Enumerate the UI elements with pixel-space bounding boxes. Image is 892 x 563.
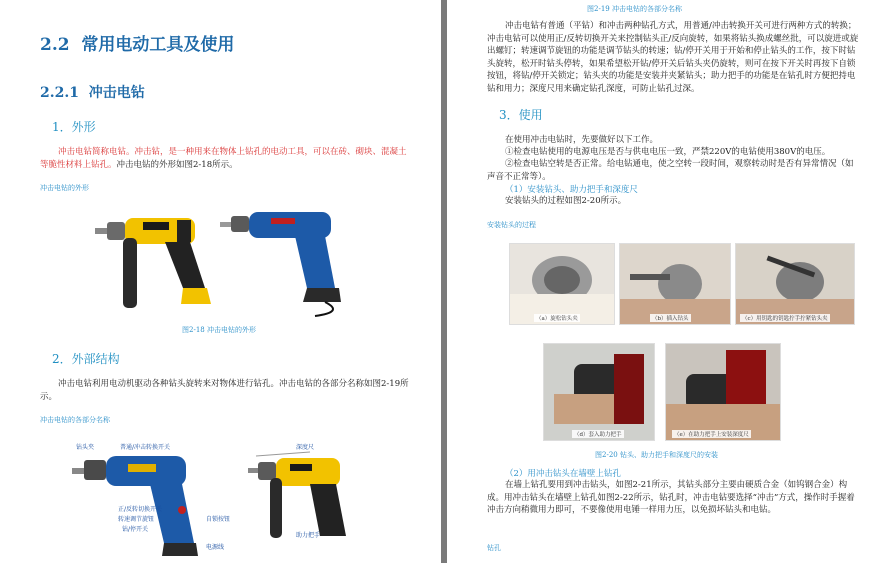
fig18-caption: 图2-18 冲击电钻的外形	[182, 326, 256, 334]
part-label-lock: 自锁按钮	[206, 516, 231, 523]
label-appearance: 冲击电钻的外形	[40, 184, 89, 192]
para-use-1: 在使用冲击电钻时，先要做好以下工作。	[505, 135, 659, 145]
part-label-cord: 电源线	[206, 544, 225, 551]
yellow-drill-illustration	[95, 218, 211, 308]
part-label-trigger: 钻/停开关	[122, 526, 149, 533]
photo-d	[543, 343, 655, 441]
part-label-speed-knob: 转速调节旋钮	[118, 516, 155, 523]
heading-appearance: 1．外形	[52, 120, 96, 134]
para-structure: 冲击电钻利用电动机驱动各种钻头旋转来对物体进行钻孔。冲击电钻的各部分名称如图2-19所示。	[40, 379, 409, 402]
part-label-handle: 助力把手	[296, 532, 321, 539]
photo-e-caption: （e）在助力把手上安装深度尺	[674, 432, 749, 438]
heading-use: 3．使用	[499, 108, 543, 122]
para-modes: 冲击电钻有普通（平钻）和冲击两种钻孔方式，用普通/冲击转换开关可进行两种方式的转换；冲击电钻可以使用正/反转切换开关来控制钻头正/反向旋转，如果将钻头换成螺丝批，可以旋进或旋出螺钉；转速调节旋钮的功能是调节钻头的转速；钻/停开关用于开始和停止钻头的工作，按下时钻头旋转，松开时钻头停转，如果希望松开钻/停开关后钻头夹仍旋转，则可在按下开关时再按下自锁按钮，将钻/停开关锁定；钻头夹的功能是安装并夹紧钻头；助力把手的功能是在钻孔时方便把持电钻和用力；深度尺用来确定钻孔深度，可防止钻孔过深。	[487, 21, 859, 94]
photo-d-caption: （d）套入助力把手	[574, 432, 622, 438]
para-use-3: ②检查电钻空转是否正常。给电钻通电，使之空转一段时间，观察转动时是否有异常情况（如声音不正常等）。	[487, 159, 854, 182]
sub-wall: （2）用冲击钻头在墙壁上钻孔	[505, 469, 621, 479]
yellow-drill-parts-illustration	[248, 452, 346, 538]
photo-c-caption: （c）用钥匙的钥匙拧手拧紧钻头夹	[742, 316, 828, 322]
label-parts: 冲击电钻的各部分名称	[40, 416, 110, 424]
label-install: 安装钻头的过程	[487, 221, 536, 229]
para-install: 安装钻头的过程如图2-20所示。	[505, 196, 627, 206]
photo-e	[665, 343, 781, 441]
part-label-mode-switch: 普通/冲击转换开关	[120, 444, 171, 451]
left-page	[0, 0, 441, 563]
photo-c	[735, 243, 855, 325]
para-use-2: ①检查电钻使用的电源电压是否与供电电压一致，严禁220V的电钻使用380V的电压。	[505, 147, 831, 157]
photo-b	[619, 243, 731, 325]
blue-drill-illustration	[220, 212, 341, 316]
subsection-heading: 2.2.1 冲击电钻	[40, 85, 145, 101]
section-heading: 2.2 常用电动工具及使用	[40, 35, 235, 55]
part-label-dir-switch: 正/反转切换开关	[118, 506, 163, 513]
part-label-chuck: 钻头夹	[76, 444, 95, 451]
heading-structure: 2．外部结构	[52, 352, 120, 366]
fig18-image	[95, 208, 355, 318]
sub-install: （1）安装钻头、助力把手和深度尺	[505, 185, 638, 195]
fig19-caption: 图2-19 冲击电钻的各部分名称	[587, 5, 682, 13]
photo-b-caption: （b）插入钻头	[652, 316, 689, 322]
label-drill: 钻孔	[487, 544, 501, 552]
para-appearance: 冲击电钻简称电钻。冲击钻，是一种用来在物体上钻孔的电动工具，可以在砖、砌块、混凝土等脆性材料上钻孔。冲击电钻的外形如图2-18所示。	[40, 147, 407, 170]
para-wall: 在墙上钻孔要用到冲击钻头，如图2-21所示，其钻头部分主要由硬质合金（如钨钢合金）构成。用冲击钻头在墙壁上钻孔如图2-22所示，钻孔时，冲击电钻要选择“冲击”方式，操作时手握着冲击方向稍微用力即可，不要像使用电锤一样用力压，以免损坏钻头和电钻。	[487, 480, 855, 515]
fig20-caption: 图2-20 钻头、助力把手和深度尺的安装	[595, 451, 718, 459]
part-label-depth: 深度尺	[296, 444, 315, 451]
photo-a-caption: （a）旋松钻头夹	[536, 316, 578, 322]
right-page	[447, 0, 892, 563]
photo-a	[509, 243, 615, 325]
